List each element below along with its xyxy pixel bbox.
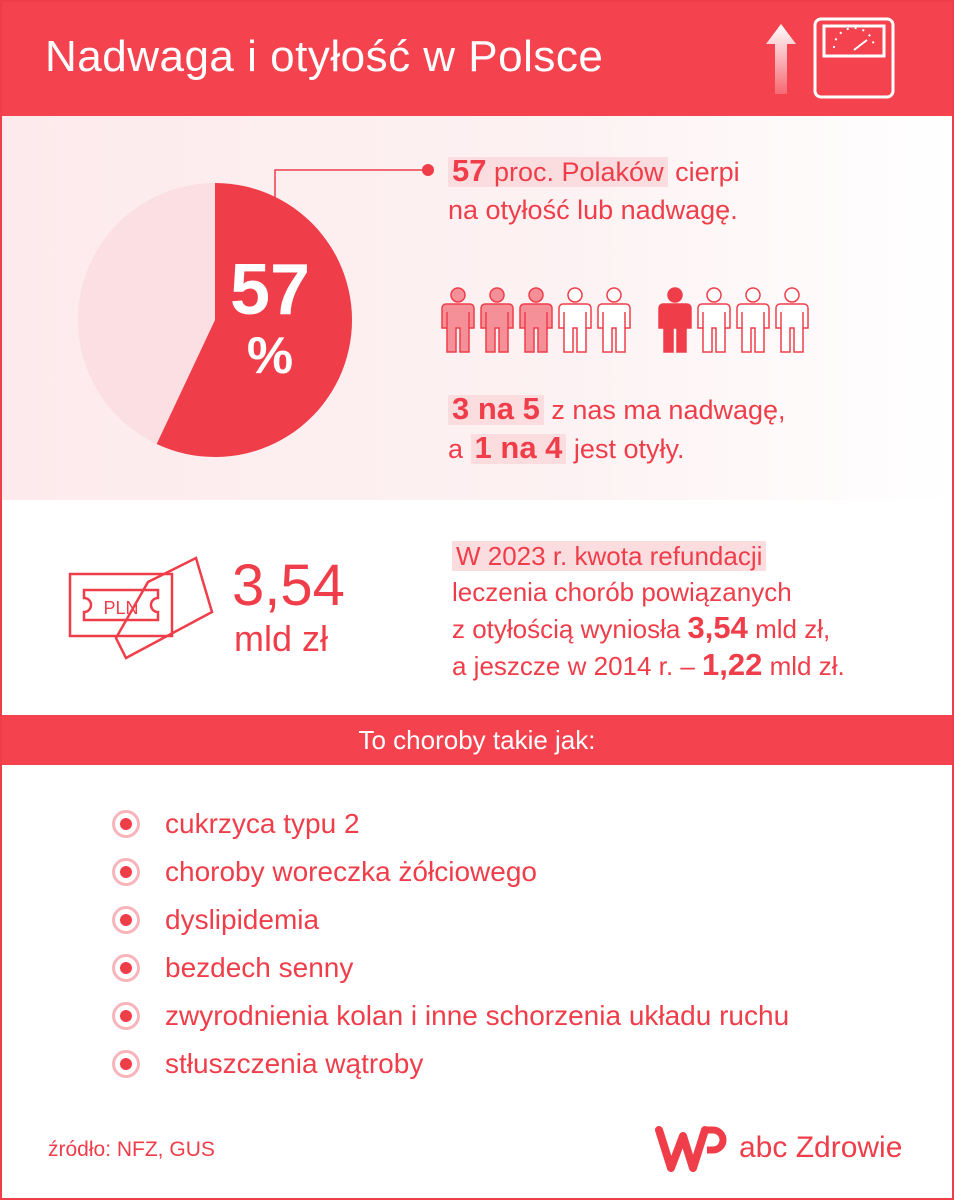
- cost-2023-value: 3,54: [687, 610, 748, 645]
- pie-value: [222, 250, 318, 385]
- list-item: zwyrodnienia kolan i inne schorzenia układu ruchu: [112, 992, 789, 1040]
- ratio-highlight-1: 3 na 5: [448, 395, 544, 425]
- scale-icon: [812, 16, 896, 100]
- cost-value: 3,54: [232, 553, 345, 618]
- bullet-icon: [112, 1002, 140, 1030]
- cost-description: W 2023 r. kwota refundacji leczenia chorób powiązanych z otyłością wyniosła 3,54 mld zł, a jeszcze w 2014 r. – 1,22 mld zł.: [452, 541, 845, 682]
- ratio-text-2: jest otyły.: [566, 434, 685, 464]
- stat-text: cierpi: [667, 157, 740, 187]
- bullet-icon: [112, 906, 140, 934]
- disease-list: [112, 800, 789, 1088]
- page-title: Nadwaga i otyłość w Polsce: [45, 32, 604, 81]
- cost-line-1: W 2023 r. kwota refundacji: [452, 541, 766, 571]
- ratio-highlight-2: 1 na 4: [471, 434, 567, 464]
- list-item: bezdech senny: [112, 944, 789, 992]
- bullet-icon: [112, 954, 140, 982]
- stat-text-line2: na otyłość lub nadwagę.: [448, 195, 738, 225]
- bullet-icon: [112, 858, 140, 886]
- banknote-label: PLN: [103, 598, 139, 618]
- logo-text: abc Zdrowie: [739, 1131, 903, 1164]
- pie-percent-sign: %: [246, 327, 294, 385]
- pie-percent-number: 57: [229, 250, 311, 330]
- connector-line: [270, 160, 440, 210]
- stat-57-percent: [448, 152, 740, 229]
- list-item: dyslipidemia: [112, 896, 789, 944]
- arrow-up-icon: [764, 22, 798, 96]
- list-item: stłuszczenia wątroby: [112, 1040, 789, 1088]
- bullet-icon: [112, 1050, 140, 1078]
- stat-ratios: [448, 390, 786, 468]
- source-note: źródło: NFZ, GUS: [48, 1138, 215, 1161]
- person-icon: [596, 286, 632, 354]
- list-item: cukrzyca typu 2: [112, 800, 789, 848]
- wp-logo-icon: [655, 1122, 727, 1174]
- diseases-heading: To choroby takie jak:: [0, 715, 954, 765]
- person-icon: [557, 286, 593, 354]
- person-icon: [518, 286, 554, 354]
- bullet-icon: [112, 810, 140, 838]
- cost-unit: mld zł: [234, 618, 329, 659]
- ratio-text-1: z nas ma nadwagę,: [543, 395, 786, 425]
- header: [0, 0, 954, 116]
- person-icon: [735, 286, 771, 354]
- people-pictogram: [440, 286, 813, 354]
- banknote-icon: [66, 552, 216, 662]
- person-icon: [440, 286, 476, 354]
- person-icon: [774, 286, 810, 354]
- cost-line-4: a jeszcze w 2014 r. –: [452, 651, 703, 681]
- cost-line-3: z otyłością wyniosła: [452, 614, 688, 644]
- brand-logo: [655, 1122, 902, 1174]
- stat-highlight: 57 proc. Polaków: [448, 157, 668, 187]
- list-item: choroby woreczka żółciowego: [112, 848, 789, 896]
- person-icon: [479, 286, 515, 354]
- person-icon: [657, 286, 693, 354]
- person-icon: [696, 286, 732, 354]
- ratio-prefix-2: a: [448, 434, 471, 464]
- cost-line-2: leczenia chorób powiązanych: [452, 577, 792, 607]
- cost-2014-value: 1,22: [702, 647, 763, 682]
